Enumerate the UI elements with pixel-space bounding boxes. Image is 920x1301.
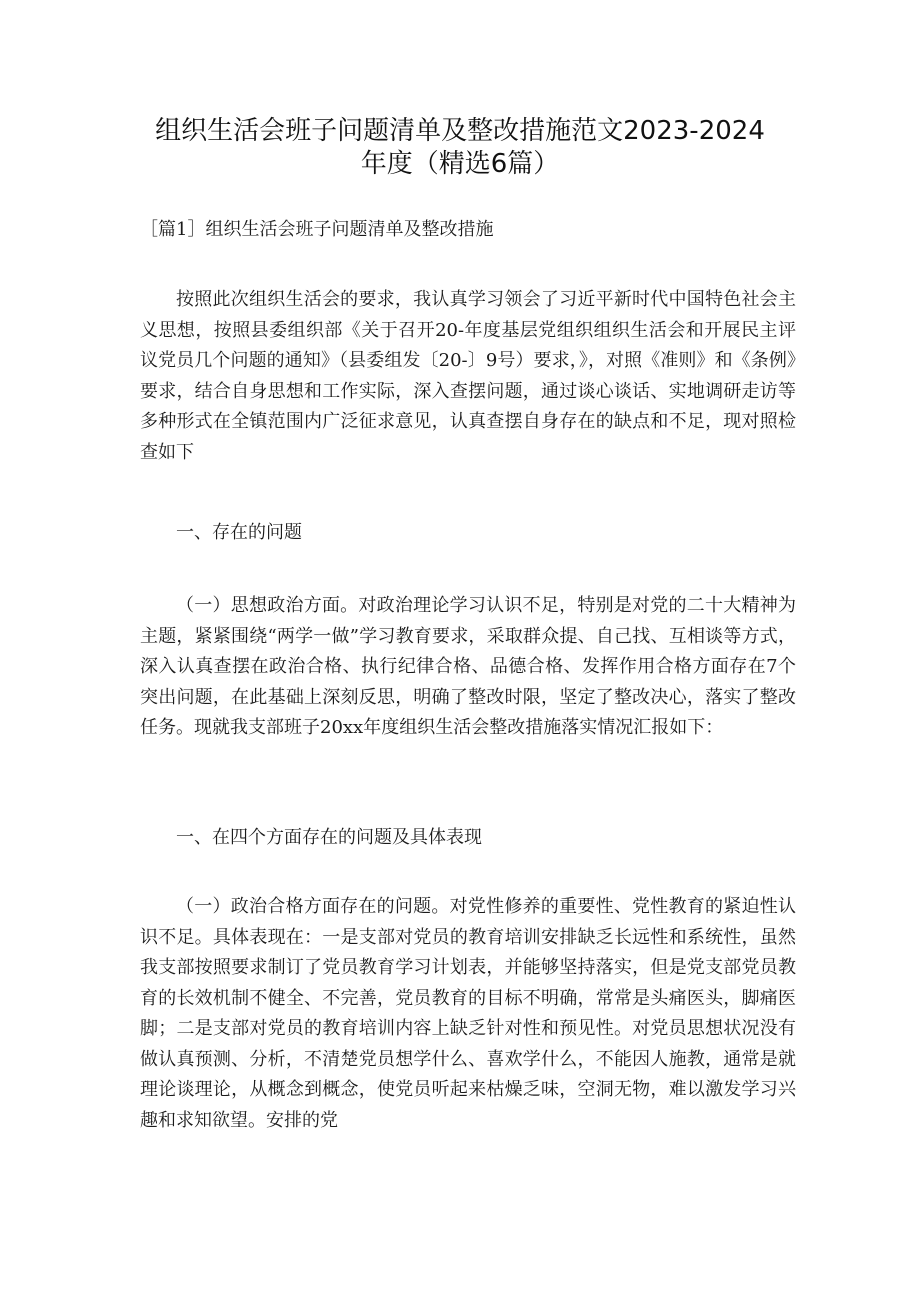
paragraph-ideological-political: （一）思想政治方面。对政治理论学习认识不足，特别是对党的二十大精神为主题，紧紧围绕“两学一做”学习教育要求，采取群众提、自己找、互相谈等方式，深入认真查摆在政治合格、执行纪律合格、品德合格、发挥作用合格方面存在7个突出问题，在此基础上深刻反思，明确了整改时限，坚定了整改决心，落实了整改任务。现就我支部班子20xx年度组织生活会整改措施落实情况汇报如下： <box>140 595 796 738</box>
document-title-line-1: 组织生活会班子问题清单及整改措施范文2023-2024 <box>155 116 765 146</box>
document-title-line-2: 年度（精选6篇） <box>360 149 560 179</box>
paragraph-political-qualification: （一）政治合格方面存在的问题。对党性修养的重要性、党性教育的紧迫性认识不足。具体表现在：一是支部对党员的教育培训安排缺乏长远性和系统性，虽然我支部按照要求制订了党员教育学习计划表，并能够坚持落实，但是党支部党员教育的长效机制不健全、不完善，党员教育的目标不明确，常常是头痛医头，脚痛医脚；二是支部对党员的教育培训内容上缺乏针对性和预见性。对党员思想状况没有做认真预测、分析，不清楚党员想学什么、喜欢学什么，不能因人施教，通常是就理论谈理论，从概念到概念，使党员听起来枯燥乏味，空洞无物，难以激发学习兴趣和求知欲望。安排的党 <box>140 896 796 1131</box>
heading-four-aspects: 一、在四个方面存在的问题及具体表现 <box>176 827 482 848</box>
paragraph-intro: 按照此次组织生活会的要求，我认真学习领会了习近平新时代中国特色社会主义思想，按照县委组织部《关于召开20-年度基层党组织组织生活会和开展民主评议党员几个问题的通知》（县委组发〔20-〕9号）要求，》，对照《准则》和《条例》要求，结合自身思想和工作实际，深入查摆问题，通过谈心谈话、实地调研走访等多种形式在全镇范围内广泛征求意见，认真查摆自身存在的缺点和不足，现对照检查如下 <box>140 289 796 463</box>
heading-existing-problems: 一、存在的问题 <box>176 522 302 543</box>
section-label: ［篇1］组织生活会班子问题清单及整改措施 <box>140 219 494 240</box>
